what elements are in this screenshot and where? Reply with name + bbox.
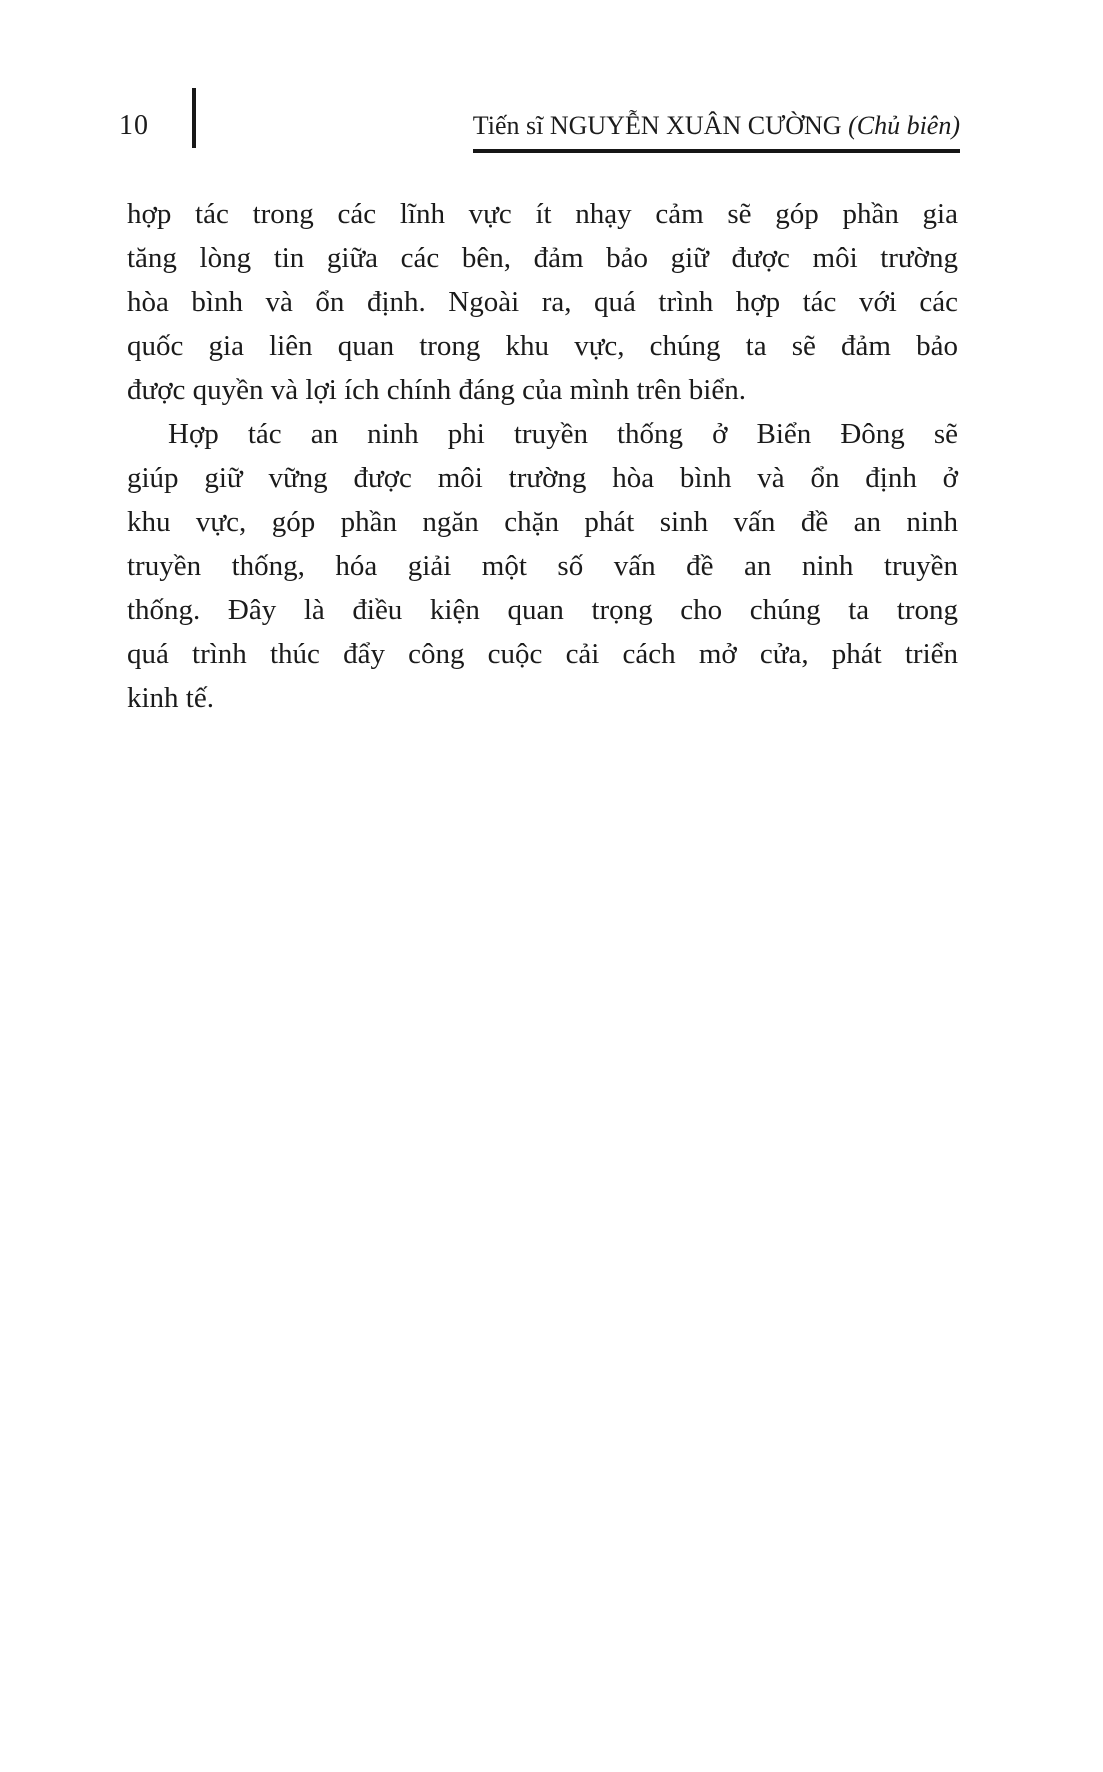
text-line: giúp giữ vững được môi trường hòa bình và ổn định ở [127,462,958,494]
text-line: quá trình thúc đẩy công cuộc cải cách mở cửa, phát triển [127,638,958,670]
text-line: hợp tác trong các lĩnh vực ít nhạy cảm sẽ góp phần gia [127,198,958,230]
body-text [127,192,958,720]
running-header-role: (Chủ biên) [848,111,960,140]
text-line: tăng lòng tin giữa các bên, đảm bảo giữ được môi trường [127,242,958,274]
running-header-author: Tiến sĩ NGUYỄN XUÂN CƯỜNG [472,111,849,140]
paragraph-1 [127,192,958,412]
text-line: được quyền và lợi ích chính đáng của mình trên biển. [127,374,746,406]
text-line: khu vực, góp phần ngăn chặn phát sinh vấn đề an ninh [127,506,958,538]
running-header [473,110,960,153]
page-number: 10 [119,110,149,141]
text-line: truyền thống, hóa giải một số vấn đề an ninh truyền [127,550,958,582]
text-line: thống. Đây là điều kiện quan trọng cho chúng ta trong [127,594,958,626]
text-line: quốc gia liên quan trong khu vực, chúng ta sẽ đảm bảo [127,330,958,362]
paragraph-2 [127,412,958,720]
text-line: hòa bình và ổn định. Ngoài ra, quá trình hợp tác với các [127,286,958,318]
header-divider-bar [192,88,196,148]
text-line: Hợp tác an ninh phi truyền thống ở Biển Đông sẽ [168,418,958,450]
text-line: kinh tế. [127,682,214,714]
